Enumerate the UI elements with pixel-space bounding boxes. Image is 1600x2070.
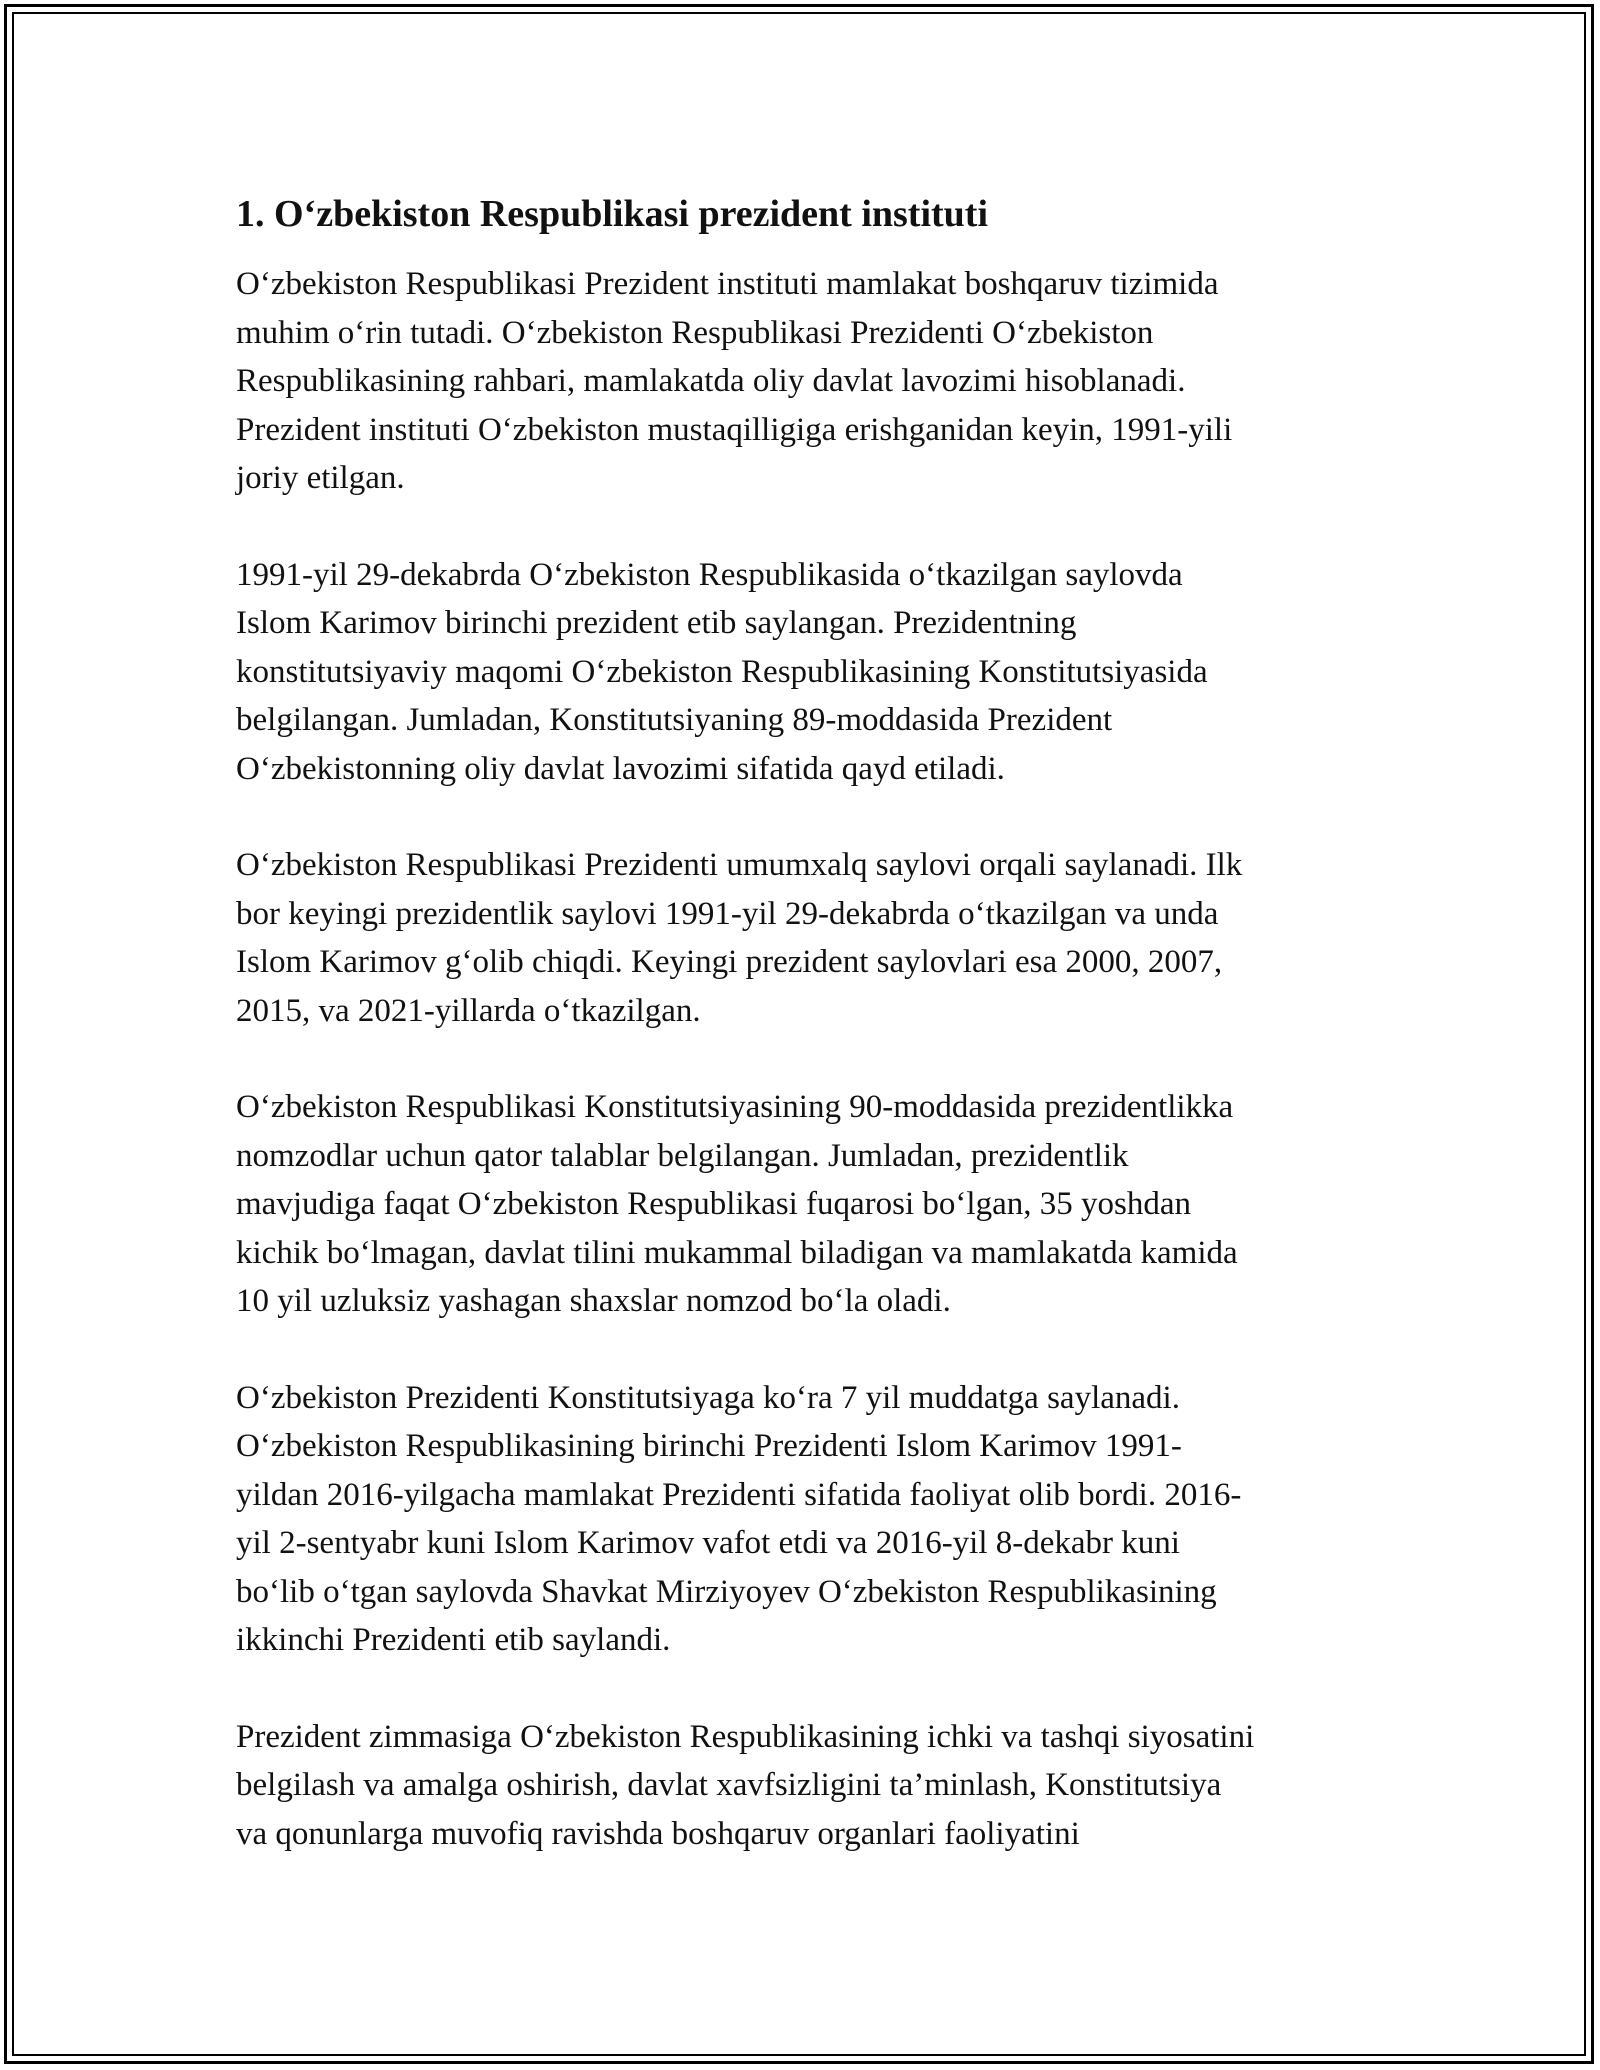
text-line: Prezident instituti O‘zbekiston mustaqilligiga erishganidan keyin, 1991-yili xyxy=(236,411,1233,448)
text-line: kichik bo‘lmagan, davlat tilini mukammal biladigan va mamlakatda kamida xyxy=(236,1234,1238,1271)
text-line: 2015, va 2021-yillarda o‘tkazilgan. xyxy=(236,992,701,1029)
paragraph-2 xyxy=(236,551,1376,794)
text-line: O‘zbekiston Prezidenti Konstitutsiyaga ko‘ra 7 yil muddatga saylanadi. xyxy=(236,1379,1180,1416)
text-line: O‘zbekiston Respublikasi Konstitutsiyasining 90-moddasida prezidentlikka xyxy=(236,1089,1234,1125)
text-line: joriy etilgan. xyxy=(236,460,405,496)
text-line: mavjudiga faqat O‘zbekiston Respublikasi fuqarosi bo‘lgan, 35 yoshdan xyxy=(236,1186,1191,1222)
paragraph-3 xyxy=(236,841,1376,1035)
text-line: O‘zbekiston Respublikasining birinchi Prezidenti Islom Karimov 1991- xyxy=(236,1428,1182,1464)
text-line: 1991-yil 29-dekabrda O‘zbekiston Respublikasida o‘tkazilgan saylovda xyxy=(236,556,1183,593)
text-line: Islom Karimov g‘olib chiqdi. Keyingi prezident saylovlari esa 2000, 2007, xyxy=(236,944,1223,980)
text-line: muhim o‘rin tutadi. O‘zbekiston Respublikasi Prezidenti O‘zbekiston xyxy=(236,314,1154,351)
text-line: bor keyingi prezidentlik saylovi 1991-yil 29-dekabrda o‘tkazilgan va unda xyxy=(236,895,1219,932)
paragraph-6 xyxy=(236,1713,1376,1859)
text-line: Respublikasining rahbari, mamlakatda oliy davlat lavozimi hisoblanadi. xyxy=(236,363,1186,399)
paragraph-4 xyxy=(236,1083,1376,1326)
text-line: va qonunlarga muvofiq ravishda boshqaruv organlari faoliyatini xyxy=(236,1815,1080,1852)
text-line: belgilangan. Jumladan, Konstitutsiyaning 89-moddasida Prezident xyxy=(236,702,1113,738)
text-line: ikkinchi Prezidenti etib saylandi. xyxy=(236,1622,671,1658)
document-body xyxy=(236,190,1376,1906)
text-line: yildan 2016-yilgacha mamlakat Prezidenti sifatida faoliyat olib bordi. 2016- xyxy=(236,1476,1242,1513)
text-line: yil 2-sentyabr kuni Islom Karimov vafot etdi va 2016-yil 8-dekabr kuni xyxy=(236,1525,1180,1561)
section-heading: 1. O‘zbekiston Respublikasi prezident instituti xyxy=(236,193,989,235)
text-line: O‘zbekiston Respublikasi Prezident instituti mamlakat boshqaruv tizimida xyxy=(236,266,1219,302)
paragraph-5 xyxy=(236,1374,1376,1665)
text-line: belgilash va amalga oshirish, davlat xavfsizligini ta’minlash, Konstitutsiya xyxy=(236,1767,1222,1803)
text-line: 10 yil uzluksiz yashagan shaxslar nomzod bo‘la oladi. xyxy=(236,1283,951,1319)
text-line: O‘zbekistonning oliy davlat lavozimi sifatida qayd etiladi. xyxy=(236,750,1005,787)
text-line: konstitutsiyaviy maqomi O‘zbekiston Respublikasining Konstitutsiyasida xyxy=(236,653,1208,690)
text-line: Prezident zimmasiga O‘zbekiston Respublikasining ichki va tashqi siyosatini xyxy=(236,1718,1255,1755)
paragraph-1 xyxy=(236,260,1376,503)
text-line: bo‘lib o‘tgan saylovda Shavkat Mirziyoyev O‘zbekiston Respublikasining xyxy=(236,1573,1217,1610)
text-line: Islom Karimov birinchi prezident etib saylangan. Prezidentning xyxy=(236,605,1077,641)
text-line: nomzodlar uchun qator talablar belgilangan. Jumladan, prezidentlik xyxy=(236,1137,1129,1174)
text-line: O‘zbekiston Respublikasi Prezidenti umumxalq saylovi orqali saylanadi. Ilk xyxy=(236,847,1243,883)
